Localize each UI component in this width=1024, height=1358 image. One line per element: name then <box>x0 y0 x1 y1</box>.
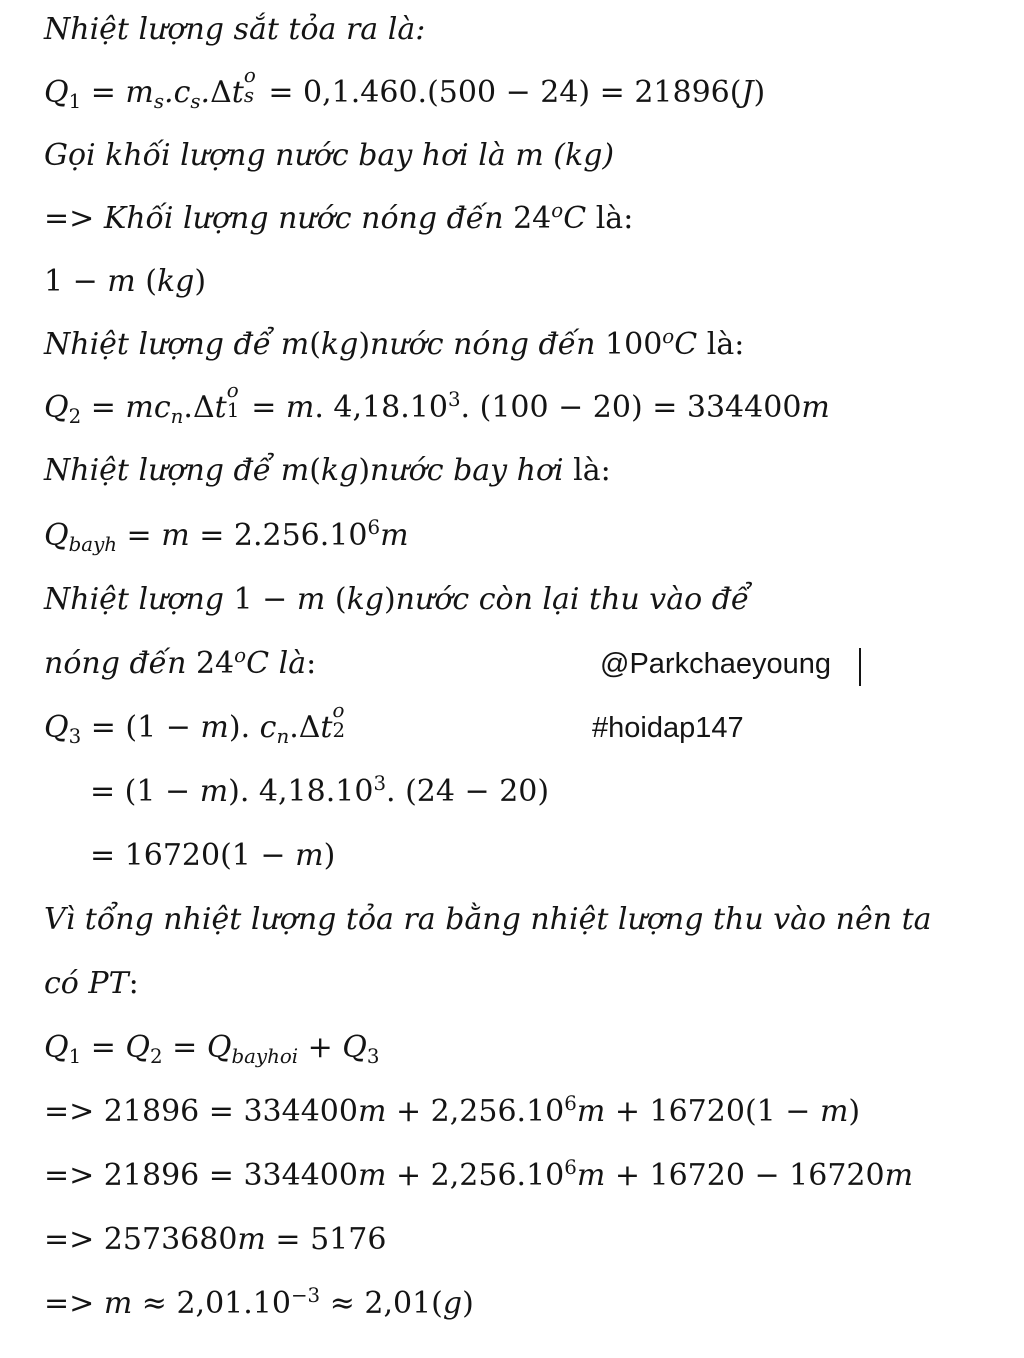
author-tag: @Parkchaeyoung <box>600 648 831 680</box>
line-19: => $21896 = 334400m + 2,256.10^6m + 16720 - 16720m$ <box>44 1156 914 1193</box>
line-6: Nhiệt lượng để m(kg)nước nóng đến 100$^o$C là: <box>44 325 745 362</box>
hashtag: #hoidap147 <box>592 712 744 744</box>
line-17: $Q_1 = Q_2 = Q_{bayhoi} + Q_3$ <box>44 1030 380 1068</box>
line-8: Nhiệt lượng để m(kg)nước bay hơi là: <box>44 453 611 488</box>
line-16: có PT: <box>44 966 139 1001</box>
line-18: => $21896 = 334400m + 2,256.10^6m + 16720(1 - m)$ <box>44 1092 861 1129</box>
line-15: Vì tổng nhiệt lượng tỏa ra bằng nhiệt lượng thu vào nên ta <box>44 902 932 937</box>
line-21: => $m \approx 2,01.10^{-3} \approx 2,01(g)$ <box>44 1284 474 1321</box>
line-2: $Q_1 = m_s.c_s.\Delta t$ o s = 0,1.460.(500 − 24) = 21896(J) <box>44 64 766 113</box>
line-20: => 2573680m = 5176 <box>44 1222 387 1257</box>
line-5: 1 − m (kg) <box>44 264 207 299</box>
line-13: = (1 − m). 4,18.10$^3$. (24 − 20) <box>90 772 550 809</box>
line-12: $Q_3 = (1 - m)$. $c_n.\Delta t$ o 2 <box>44 699 346 748</box>
line-3: Gọi khối lượng nước bay hơi là m (kg) <box>44 138 615 173</box>
line-9: $Q_{bayh} = m = 2.256.10^6m$ <box>44 516 409 556</box>
line-11: nóng đến 24$^o$C là: <box>44 644 317 681</box>
line-14: = 16720(1 − m) <box>90 838 336 873</box>
line-1: Nhiệt lượng sắt tỏa ra là: <box>44 12 426 47</box>
line-7: $Q_2 = mc_n.\Delta t$ o 1 = m. 4,18.10$^3$. (100 − 20) = 334400m <box>44 379 830 428</box>
line-4: => Khối lượng nước nóng đến 24$^o$C là: <box>44 199 634 236</box>
text-cursor <box>859 648 861 686</box>
line-10: Nhiệt lượng 1 − m (kg)nước còn lại thu vào để <box>44 582 750 617</box>
